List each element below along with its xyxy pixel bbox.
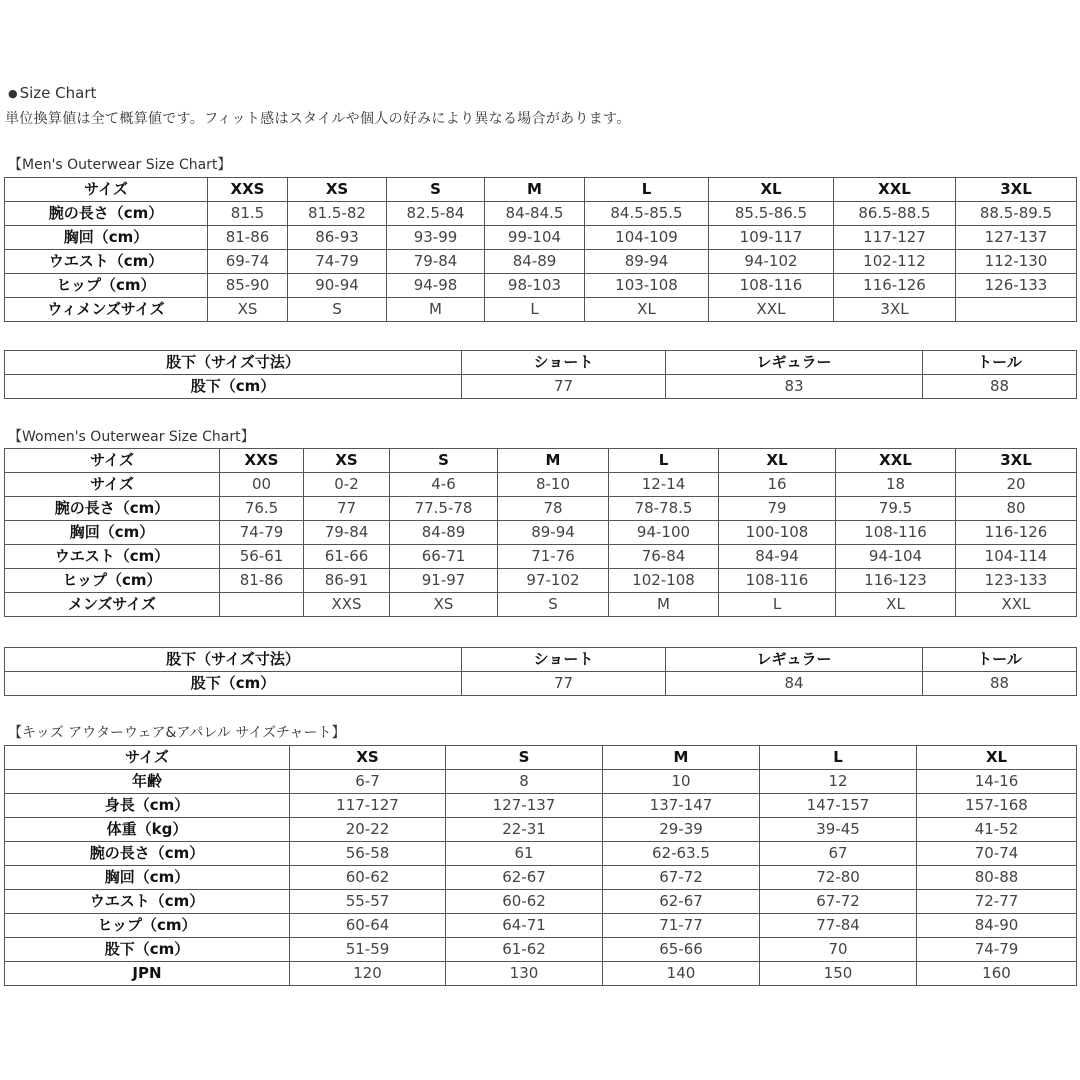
table-row [5,473,1077,497]
table-header-row [5,648,1077,672]
value-cell: 12-14 [609,473,719,497]
kids-size-table [4,745,1077,986]
value-cell: S [498,593,609,617]
table-row [5,770,1077,794]
row-label-cell: JPN [5,962,290,986]
value-cell: 22-31 [446,818,603,842]
header-cell: トール [923,351,1077,375]
table-row [5,593,1077,617]
header-cell: L [609,449,719,473]
value-cell: 62-63.5 [603,842,760,866]
value-cell: 89-94 [498,521,609,545]
value-cell: 91-97 [390,569,498,593]
value-cell: 8-10 [498,473,609,497]
header-cell: 股下（サイズ寸法） [5,351,462,375]
header-cell: XXS [220,449,304,473]
value-cell: 14-16 [917,770,1077,794]
value-cell: 69-74 [208,250,288,274]
value-cell: 104-114 [956,545,1077,569]
value-cell: 77 [462,672,666,696]
value-cell: 60-62 [446,890,603,914]
value-cell: 76.5 [220,497,304,521]
value-cell: 77 [304,497,390,521]
value-cell: 74-79 [220,521,304,545]
header-cell: ショート [462,648,666,672]
header-cell: XS [304,449,390,473]
value-cell: 56-58 [290,842,446,866]
value-cell: 108-116 [719,569,836,593]
row-label-cell: ウエスト（cm） [5,545,220,569]
row-label-cell: 年齢 [5,770,290,794]
value-cell: 74-79 [288,250,387,274]
value-cell: 104-109 [585,226,709,250]
row-label-cell: 股下（cm） [5,375,462,399]
value-cell: 94-102 [709,250,834,274]
bullet-icon: ● [8,87,18,100]
value-cell: 29-39 [603,818,760,842]
value-cell: 81.5-82 [288,202,387,226]
header-cell: M [485,178,585,202]
header-cell: XXL [834,178,956,202]
value-cell: 94-104 [836,545,956,569]
value-cell: 99-104 [485,226,585,250]
value-cell: 98-103 [485,274,585,298]
row-label-cell: サイズ [5,473,220,497]
table-row [5,672,1077,696]
value-cell: 102-108 [609,569,719,593]
header-cell: XXS [208,178,288,202]
value-cell: XXL [956,593,1077,617]
table-row [5,842,1077,866]
value-cell: 61 [446,842,603,866]
value-cell: 67 [760,842,917,866]
row-label-cell: 股下（cm） [5,938,290,962]
value-cell: 60-64 [290,914,446,938]
header-cell: S [446,746,603,770]
table-row [5,521,1077,545]
row-label-cell: メンズサイズ [5,593,220,617]
value-cell: 117-127 [290,794,446,818]
value-cell: 4-6 [390,473,498,497]
value-cell: 39-45 [760,818,917,842]
header-cell: XS [290,746,446,770]
header-cell: XL [917,746,1077,770]
header-cell: 3XL [956,449,1077,473]
header-cell: M [498,449,609,473]
value-cell: 76-84 [609,545,719,569]
value-cell: 140 [603,962,760,986]
header-cell: L [585,178,709,202]
header-cell: レギュラー [666,351,923,375]
value-cell: 3XL [834,298,956,322]
unit-conversion-note: 単位換算値は全て概算値です。フィット感はスタイルや個人の好みにより異なる場合があります。 [5,111,631,127]
table-row [5,226,1077,250]
value-cell: 77-84 [760,914,917,938]
value-cell: 100-108 [719,521,836,545]
value-cell: 77.5-78 [390,497,498,521]
value-cell: 88.5-89.5 [956,202,1077,226]
row-label-cell: 胸回（cm） [5,866,290,890]
value-cell: M [609,593,719,617]
value-cell: 81.5 [208,202,288,226]
value-cell: 93-99 [387,226,485,250]
mens-section-title: 【Men's Outerwear Size Chart】 [8,157,232,173]
value-cell: 160 [917,962,1077,986]
value-cell [220,593,304,617]
value-cell [956,298,1077,322]
row-label-cell: 腕の長さ（cm） [5,497,220,521]
value-cell: 86-91 [304,569,390,593]
table-row [5,818,1077,842]
value-cell: 147-157 [760,794,917,818]
value-cell: 84-90 [917,914,1077,938]
header-cell: XL [719,449,836,473]
value-cell: 67-72 [603,866,760,890]
table-row [5,866,1077,890]
value-cell: 78-78.5 [609,497,719,521]
value-cell: 62-67 [446,866,603,890]
table-row [5,250,1077,274]
value-cell: 41-52 [917,818,1077,842]
row-label-cell: 体重（kg） [5,818,290,842]
value-cell: 150 [760,962,917,986]
value-cell: 102-112 [834,250,956,274]
value-cell: 66-71 [390,545,498,569]
row-label-cell: 股下（cm） [5,672,462,696]
header-cell: L [760,746,917,770]
womens-inseam-table [4,647,1077,696]
row-label-cell: 胸回（cm） [5,226,208,250]
value-cell: 84.5-85.5 [585,202,709,226]
value-cell: 12 [760,770,917,794]
value-cell: 71-77 [603,914,760,938]
value-cell: 00 [220,473,304,497]
womens-section-title: 【Women's Outerwear Size Chart】 [8,429,255,445]
table-row [5,914,1077,938]
value-cell: 127-137 [446,794,603,818]
value-cell: 79 [719,497,836,521]
value-cell: 77 [462,375,666,399]
value-cell: 137-147 [603,794,760,818]
value-cell: 16 [719,473,836,497]
value-cell: 94-100 [609,521,719,545]
value-cell: 83 [666,375,923,399]
value-cell: 130 [446,962,603,986]
value-cell: 112-130 [956,250,1077,274]
value-cell: 84-89 [485,250,585,274]
value-cell: 8 [446,770,603,794]
value-cell: 56-61 [220,545,304,569]
row-label-cell: 腕の長さ（cm） [5,842,290,866]
header-cell: XL [709,178,834,202]
header-cell: 股下（サイズ寸法） [5,648,462,672]
value-cell: 90-94 [288,274,387,298]
value-cell: 89-94 [585,250,709,274]
header-cell: レギュラー [666,648,923,672]
value-cell: 20-22 [290,818,446,842]
value-cell: 88 [923,375,1077,399]
womens-size-table [4,448,1077,617]
value-cell: M [387,298,485,322]
value-cell: 55-57 [290,890,446,914]
value-cell: 88 [923,672,1077,696]
value-cell: 51-59 [290,938,446,962]
table-row [5,497,1077,521]
value-cell: S [288,298,387,322]
value-cell: 70 [760,938,917,962]
value-cell: 116-126 [834,274,956,298]
value-cell: 79.5 [836,497,956,521]
row-label-cell: 身長（cm） [5,794,290,818]
value-cell: 81-86 [220,569,304,593]
row-label-cell: ウエスト（cm） [5,250,208,274]
value-cell: XL [836,593,956,617]
header-cell: トール [923,648,1077,672]
value-cell: 85-90 [208,274,288,298]
table-row [5,274,1077,298]
value-cell: 67-72 [760,890,917,914]
value-cell: 84 [666,672,923,696]
header-cell: サイズ [5,449,220,473]
table-row [5,202,1077,226]
mens-size-table [4,177,1077,322]
value-cell: 120 [290,962,446,986]
table-header-row [5,746,1077,770]
value-cell: 97-102 [498,569,609,593]
row-label-cell: 胸回（cm） [5,521,220,545]
header-cell: サイズ [5,746,290,770]
value-cell: 126-133 [956,274,1077,298]
value-cell: 79-84 [304,521,390,545]
value-cell: 85.5-86.5 [709,202,834,226]
value-cell: XS [208,298,288,322]
table-header-row [5,351,1077,375]
row-label-cell: ヒップ（cm） [5,914,290,938]
value-cell: L [719,593,836,617]
value-cell: XXL [709,298,834,322]
table-row [5,375,1077,399]
value-cell: XS [390,593,498,617]
row-label-cell: ヒップ（cm） [5,569,220,593]
row-label-cell: 腕の長さ（cm） [5,202,208,226]
header-cell: M [603,746,760,770]
value-cell: 117-127 [834,226,956,250]
value-cell: 61-66 [304,545,390,569]
value-cell: 86.5-88.5 [834,202,956,226]
value-cell: 94-98 [387,274,485,298]
table-row [5,569,1077,593]
table-row [5,545,1077,569]
value-cell: 103-108 [585,274,709,298]
value-cell: 78 [498,497,609,521]
heading-text: Size Chart [19,84,97,102]
value-cell: 84-89 [390,521,498,545]
kids-section-title: 【キッズ アウターウェア&アパレル サイズチャート】 [8,725,346,741]
table-row [5,298,1077,322]
value-cell: 18 [836,473,956,497]
value-cell: 80 [956,497,1077,521]
table-row [5,962,1077,986]
value-cell: 108-116 [709,274,834,298]
value-cell: 6-7 [290,770,446,794]
value-cell: 70-74 [917,842,1077,866]
value-cell: 116-126 [956,521,1077,545]
header-cell: ショート [462,351,666,375]
value-cell: 65-66 [603,938,760,962]
value-cell: 20 [956,473,1077,497]
value-cell: XL [585,298,709,322]
value-cell: 80-88 [917,866,1077,890]
value-cell: 71-76 [498,545,609,569]
value-cell: 81-86 [208,226,288,250]
value-cell: 64-71 [446,914,603,938]
header-cell: サイズ [5,178,208,202]
value-cell: 62-67 [603,890,760,914]
table-header-row [5,178,1077,202]
header-cell: XXL [836,449,956,473]
header-cell: S [390,449,498,473]
value-cell: 116-123 [836,569,956,593]
value-cell: 84-84.5 [485,202,585,226]
value-cell: 0-2 [304,473,390,497]
header-cell: XS [288,178,387,202]
table-header-row [5,449,1077,473]
value-cell: 74-79 [917,938,1077,962]
value-cell: XXS [304,593,390,617]
table-row [5,938,1077,962]
value-cell: 108-116 [836,521,956,545]
value-cell: 86-93 [288,226,387,250]
value-cell: 109-117 [709,226,834,250]
value-cell: 127-137 [956,226,1077,250]
value-cell: 72-80 [760,866,917,890]
value-cell: 123-133 [956,569,1077,593]
value-cell: 60-62 [290,866,446,890]
size-chart-heading [8,84,96,102]
mens-inseam-table [4,350,1077,399]
row-label-cell: ウエスト（cm） [5,890,290,914]
table-row [5,890,1077,914]
row-label-cell: ヒップ（cm） [5,274,208,298]
header-cell: 3XL [956,178,1077,202]
table-row [5,794,1077,818]
value-cell: 82.5-84 [387,202,485,226]
value-cell: 79-84 [387,250,485,274]
value-cell: 157-168 [917,794,1077,818]
value-cell: 10 [603,770,760,794]
row-label-cell: ウィメンズサイズ [5,298,208,322]
value-cell: 84-94 [719,545,836,569]
value-cell: 61-62 [446,938,603,962]
value-cell: L [485,298,585,322]
value-cell: 72-77 [917,890,1077,914]
header-cell: S [387,178,485,202]
